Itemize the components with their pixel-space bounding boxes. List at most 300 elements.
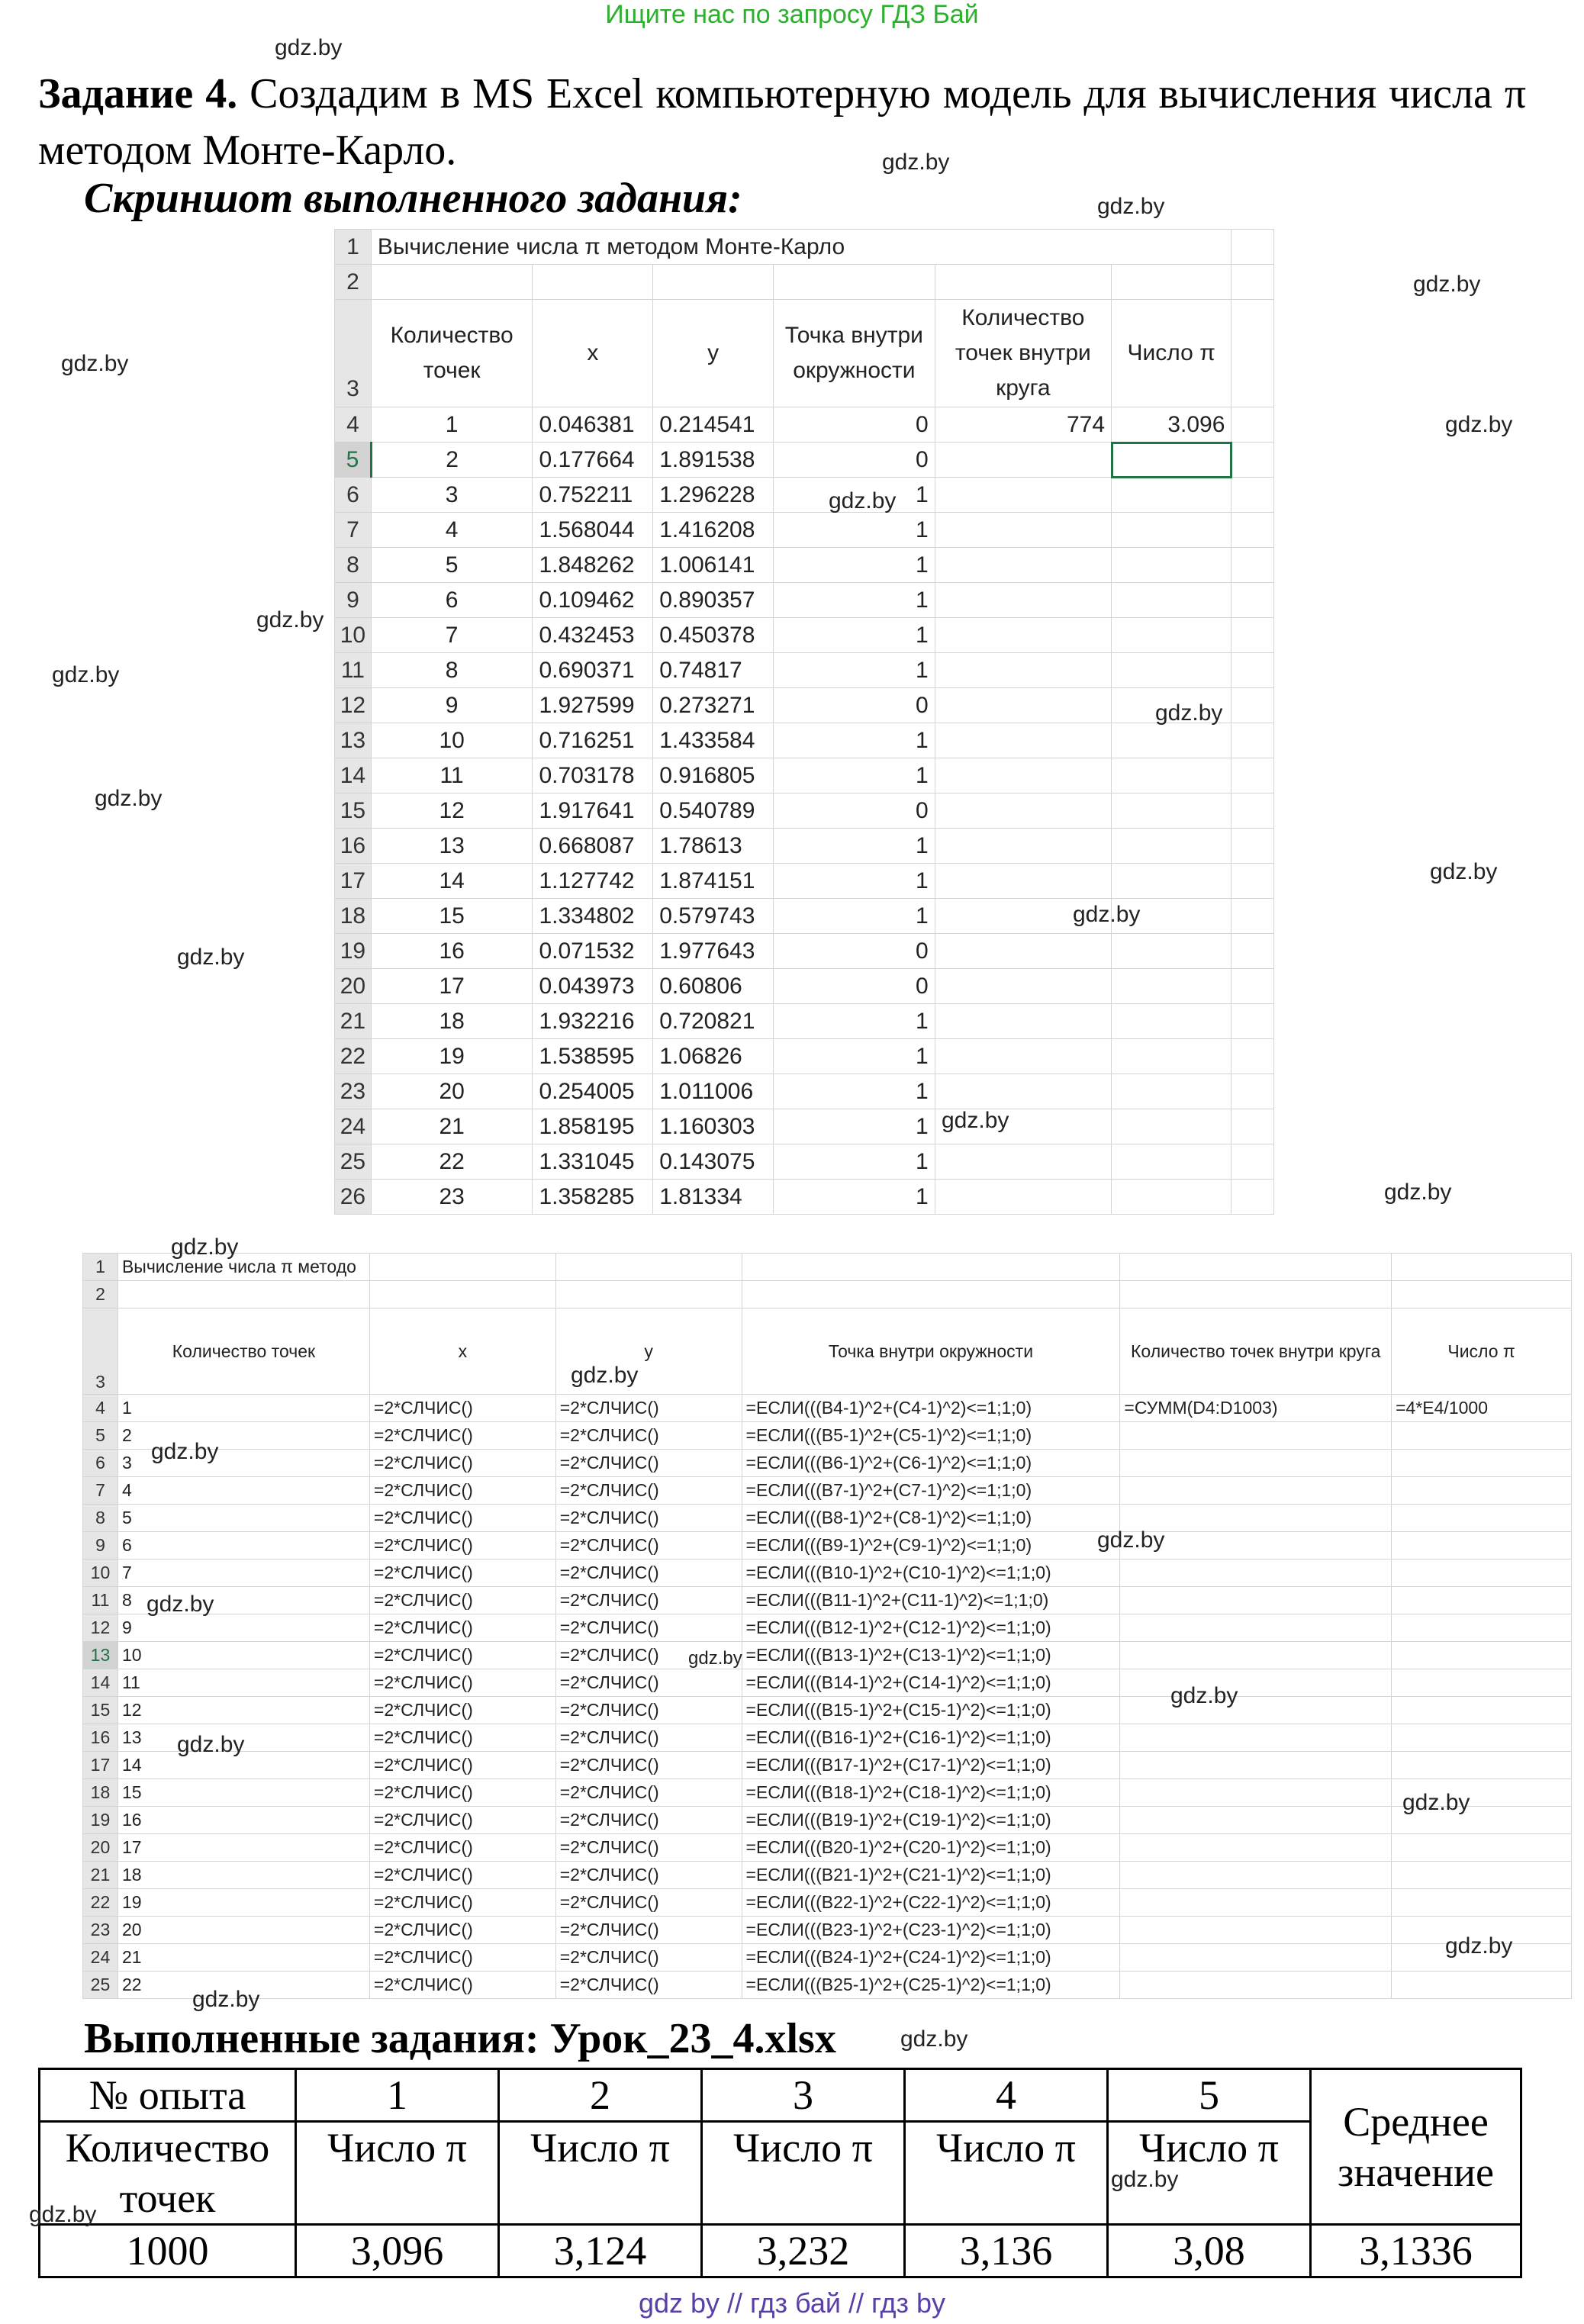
row-header[interactable]: 22 (83, 1889, 118, 1917)
cell[interactable] (742, 1254, 1120, 1281)
cell-y[interactable]: 1.011006 (653, 1074, 774, 1109)
column-header-cell[interactable]: Точка внутри окружности (742, 1308, 1120, 1395)
cell-inside-formula[interactable]: =ЕСЛИ(((B21-1)^2+(C21-1)^2)<=1;1;0) (742, 1862, 1120, 1889)
row-header[interactable]: 2 (83, 1281, 118, 1308)
row-header[interactable]: 25 (83, 1972, 118, 1999)
cell[interactable] (935, 758, 1111, 793)
cell-y[interactable]: 1.874151 (653, 864, 774, 899)
cell-x[interactable]: 0.071532 (533, 934, 653, 969)
cell-y-formula[interactable]: =2*СЛЧИС() (555, 1642, 742, 1669)
cell[interactable] (935, 513, 1111, 548)
cell-x-formula[interactable]: =2*СЛЧИС() (369, 1422, 555, 1450)
cell-x[interactable]: 0.043973 (533, 969, 653, 1004)
cell-y[interactable]: 0.74817 (653, 653, 774, 688)
row-header[interactable]: 24 (83, 1944, 118, 1972)
row-header[interactable]: 10 (83, 1560, 118, 1587)
row-header[interactable]: 15 (335, 793, 372, 829)
cell[interactable] (1231, 969, 1274, 1004)
cell[interactable] (1231, 443, 1274, 478)
cell-x-formula[interactable]: =2*СЛЧИС() (369, 1450, 555, 1477)
cell[interactable] (1120, 1450, 1392, 1477)
column-header-cell[interactable]: y (555, 1308, 742, 1395)
cell[interactable] (935, 688, 1111, 723)
cell[interactable] (1392, 1862, 1572, 1889)
cell-inside-formula[interactable]: =ЕСЛИ(((B18-1)^2+(C18-1)^2)<=1;1;0) (742, 1779, 1120, 1807)
cell[interactable] (1392, 1477, 1572, 1505)
cell-y-formula[interactable]: =2*СЛЧИС() (555, 1697, 742, 1724)
cell[interactable] (1392, 1697, 1572, 1724)
cell-x-formula[interactable]: =2*СЛЧИС() (369, 1614, 555, 1642)
cell-y-formula[interactable]: =2*СЛЧИС() (555, 1395, 742, 1422)
cell[interactable] (1231, 1039, 1274, 1074)
cell[interactable] (1120, 1560, 1392, 1587)
cell-x-formula[interactable]: =2*СЛЧИС() (369, 1862, 555, 1889)
cell-point-number[interactable]: 1 (118, 1395, 369, 1422)
cell-x[interactable]: 0.716251 (533, 723, 653, 758)
cell[interactable] (935, 265, 1111, 300)
cell[interactable] (1392, 1752, 1572, 1779)
cell-point-number[interactable]: 9 (118, 1614, 369, 1642)
cell[interactable] (1112, 513, 1231, 548)
cell-point-number[interactable]: 14 (118, 1752, 369, 1779)
cell[interactable] (1112, 829, 1231, 864)
row-header[interactable]: 5 (335, 443, 372, 478)
cell-x-formula[interactable]: =2*СЛЧИС() (369, 1807, 555, 1834)
cell[interactable] (1231, 548, 1274, 583)
cell-point-number[interactable]: 19 (371, 1039, 533, 1074)
cell[interactable] (1120, 1477, 1392, 1505)
row-header[interactable]: 20 (83, 1834, 118, 1862)
cell-inside[interactable]: 1 (774, 1039, 935, 1074)
cell-point-number[interactable]: 13 (118, 1724, 369, 1752)
cell-y[interactable]: 1.81334 (653, 1180, 774, 1215)
cell[interactable] (774, 265, 935, 300)
cell[interactable] (1392, 1724, 1572, 1752)
cell-x[interactable]: 1.358285 (533, 1180, 653, 1215)
cell-x-formula[interactable]: =2*СЛЧИС() (369, 1752, 555, 1779)
cell[interactable] (742, 1281, 1120, 1308)
cell-point-number[interactable]: 8 (118, 1587, 369, 1614)
cell-x-formula[interactable]: =2*СЛЧИС() (369, 1697, 555, 1724)
cell-x[interactable]: 0.046381 (533, 407, 653, 443)
cell-y[interactable]: 1.06826 (653, 1039, 774, 1074)
cell-y[interactable]: 1.006141 (653, 548, 774, 583)
cell-sum-formula[interactable]: =СУММ(D4:D1003) (1120, 1395, 1392, 1422)
top-banner[interactable]: Ищите нас по запросу ГДЗ Бай (605, 0, 979, 29)
cell[interactable] (1120, 1862, 1392, 1889)
cell[interactable] (1120, 1779, 1392, 1807)
cell[interactable] (935, 583, 1111, 618)
cell-inside-formula[interactable]: =ЕСЛИ(((B11-1)^2+(C11-1)^2)<=1;1;0) (742, 1587, 1120, 1614)
cell[interactable] (935, 969, 1111, 1004)
cell[interactable] (1120, 1254, 1392, 1281)
cell[interactable] (1120, 1834, 1392, 1862)
cell-y[interactable]: 1.296228 (653, 478, 774, 513)
cell-x[interactable]: 1.848262 (533, 548, 653, 583)
cell-point-number[interactable]: 7 (118, 1560, 369, 1587)
cell-y[interactable]: 0.214541 (653, 407, 774, 443)
column-header-cell[interactable]: Число π (1392, 1308, 1572, 1395)
cell[interactable] (1231, 864, 1274, 899)
cell-x-formula[interactable]: =2*СЛЧИС() (369, 1889, 555, 1917)
cell-inside[interactable]: 1 (774, 1074, 935, 1109)
cell-inside[interactable]: 0 (774, 407, 935, 443)
row-header[interactable]: 6 (83, 1450, 118, 1477)
cell[interactable] (1231, 1074, 1274, 1109)
cell[interactable] (935, 1004, 1111, 1039)
cell[interactable] (1112, 653, 1231, 688)
cell[interactable] (1231, 1144, 1274, 1180)
cell-point-number[interactable]: 4 (371, 513, 533, 548)
cell[interactable] (1231, 265, 1274, 300)
row-header[interactable]: 14 (335, 758, 372, 793)
row-header[interactable]: 21 (335, 1004, 372, 1039)
cell[interactable] (1392, 1450, 1572, 1477)
row-header[interactable]: 22 (335, 1039, 372, 1074)
cell[interactable] (1120, 1944, 1392, 1972)
cell-x-formula[interactable]: =2*СЛЧИС() (369, 1587, 555, 1614)
cell-y-formula[interactable]: =2*СЛЧИС() (555, 1724, 742, 1752)
cell-x[interactable]: 1.858195 (533, 1109, 653, 1144)
cell-point-number[interactable]: 13 (371, 829, 533, 864)
cell[interactable] (369, 1281, 555, 1308)
cell-inside-formula[interactable]: =ЕСЛИ(((B4-1)^2+(C4-1)^2)<=1;1;0) (742, 1395, 1120, 1422)
row-header[interactable]: 14 (83, 1669, 118, 1697)
cell-x-formula[interactable]: =2*СЛЧИС() (369, 1917, 555, 1944)
cell[interactable] (1392, 1254, 1572, 1281)
cell-point-number[interactable]: 15 (118, 1779, 369, 1807)
cell-y-formula[interactable]: =2*СЛЧИС() (555, 1614, 742, 1642)
cell[interactable] (935, 618, 1111, 653)
cell-x[interactable]: 1.334802 (533, 899, 653, 934)
cell[interactable] (1112, 934, 1231, 969)
cell[interactable] (1112, 1109, 1231, 1144)
cell-y[interactable]: 1.977643 (653, 934, 774, 969)
cell-point-number[interactable]: 6 (371, 583, 533, 618)
row-header[interactable]: 20 (335, 969, 372, 1004)
row-header[interactable]: 26 (335, 1180, 372, 1215)
cell-inside[interactable]: 1 (774, 618, 935, 653)
cell-point-number[interactable]: 18 (118, 1862, 369, 1889)
cell-y-formula[interactable]: =2*СЛЧИС() (555, 1422, 742, 1450)
cell-y-formula[interactable]: =2*СЛЧИС() (555, 1944, 742, 1972)
cell-y[interactable]: 0.143075 (653, 1144, 774, 1180)
row-header[interactable]: 18 (83, 1779, 118, 1807)
cell-inside[interactable]: 1 (774, 864, 935, 899)
cell-inside[interactable]: 1 (774, 513, 935, 548)
cell[interactable] (1120, 1972, 1392, 1999)
cell[interactable] (1112, 1144, 1231, 1180)
cell-pi-value[interactable]: 3.096 (1112, 407, 1231, 443)
cell[interactable] (1112, 548, 1231, 583)
cell-y[interactable]: 1.416208 (653, 513, 774, 548)
cell[interactable] (1231, 899, 1274, 934)
cell[interactable] (1392, 1972, 1572, 1999)
cell[interactable] (935, 1074, 1111, 1109)
cell-y-formula[interactable]: =2*СЛЧИС() (555, 1862, 742, 1889)
cell[interactable] (1231, 829, 1274, 864)
row-header[interactable]: 4 (335, 407, 372, 443)
cell[interactable] (371, 265, 533, 300)
row-header[interactable]: 17 (83, 1752, 118, 1779)
column-header-cell[interactable]: Точка внутри окружности (774, 300, 935, 407)
cell-x-formula[interactable]: =2*СЛЧИС() (369, 1944, 555, 1972)
cell[interactable] (935, 443, 1111, 478)
cell[interactable] (1112, 969, 1231, 1004)
cell[interactable] (1120, 1587, 1392, 1614)
cell-y[interactable]: 1.78613 (653, 829, 774, 864)
cell[interactable] (1112, 793, 1231, 829)
cell-inside-formula[interactable]: =ЕСЛИ(((B14-1)^2+(C14-1)^2)<=1;1;0) (742, 1669, 1120, 1697)
cell[interactable] (935, 1144, 1111, 1180)
cell[interactable] (935, 653, 1111, 688)
row-header[interactable]: 13 (83, 1642, 118, 1669)
cell-point-number[interactable]: 10 (371, 723, 533, 758)
cell-x-formula[interactable]: =2*СЛЧИС() (369, 1532, 555, 1560)
cell-x[interactable]: 1.331045 (533, 1144, 653, 1180)
row-header[interactable]: 8 (335, 548, 372, 583)
cell[interactable] (369, 1254, 555, 1281)
cell-y[interactable]: 0.916805 (653, 758, 774, 793)
cell-y[interactable]: 0.60806 (653, 969, 774, 1004)
cell-y-formula[interactable]: =2*СЛЧИС() (555, 1669, 742, 1697)
cell-x[interactable]: 0.752211 (533, 478, 653, 513)
cell-x[interactable]: 1.917641 (533, 793, 653, 829)
cell[interactable] (1392, 1532, 1572, 1560)
cell-point-number[interactable]: 20 (118, 1917, 369, 1944)
cell[interactable] (1231, 723, 1274, 758)
cell-y[interactable]: 1.433584 (653, 723, 774, 758)
cell[interactable] (1231, 934, 1274, 969)
column-header-cell[interactable]: Количество точек (371, 300, 533, 407)
cell[interactable] (935, 934, 1111, 969)
cell[interactable] (1392, 1560, 1572, 1587)
cell[interactable] (1112, 864, 1231, 899)
cell-y-formula[interactable]: =2*СЛЧИС() (555, 1972, 742, 1999)
cell-y[interactable]: 0.720821 (653, 1004, 774, 1039)
cell-x-formula[interactable]: =2*СЛЧИС() (369, 1669, 555, 1697)
cell-point-number[interactable]: 2 (371, 443, 533, 478)
cell[interactable] (1120, 1807, 1392, 1834)
cell-point-number[interactable]: 12 (118, 1697, 369, 1724)
row-header[interactable]: 19 (335, 934, 372, 969)
row-header[interactable]: 1 (83, 1254, 118, 1281)
cell-point-number[interactable]: 3 (118, 1450, 369, 1477)
cell-x[interactable]: 0.703178 (533, 758, 653, 793)
cell-y-formula[interactable]: =2*СЛЧИС() (555, 1752, 742, 1779)
cell[interactable] (1392, 1422, 1572, 1450)
cell[interactable] (1231, 230, 1274, 265)
cell[interactable] (1112, 265, 1231, 300)
cell-point-number[interactable]: 20 (371, 1074, 533, 1109)
cell[interactable] (935, 793, 1111, 829)
cell[interactable] (1112, 1180, 1231, 1215)
row-header[interactable]: 21 (83, 1862, 118, 1889)
cell[interactable] (1120, 1281, 1392, 1308)
cell-inside-formula[interactable]: =ЕСЛИ(((B8-1)^2+(C8-1)^2)<=1;1;0) (742, 1505, 1120, 1532)
column-header-cell[interactable]: y (653, 300, 774, 407)
cell-inside[interactable]: 1 (774, 1004, 935, 1039)
cell-inside[interactable]: 1 (774, 653, 935, 688)
bottom-banner[interactable]: gdz by // гдз бай // гдз by (638, 2287, 946, 2319)
row-header[interactable]: 23 (83, 1917, 118, 1944)
cell[interactable] (1231, 793, 1274, 829)
cell-point-number[interactable]: 1 (371, 407, 533, 443)
cell[interactable] (1112, 758, 1231, 793)
column-header-cell[interactable]: Количество точек внутри круга (1120, 1308, 1392, 1395)
cell-y-formula[interactable]: =2*СЛЧИС() (555, 1505, 742, 1532)
cell-y[interactable]: 0.890357 (653, 583, 774, 618)
cell-x[interactable]: 1.932216 (533, 1004, 653, 1039)
cell-inside[interactable]: 1 (774, 478, 935, 513)
row-header[interactable]: 5 (83, 1422, 118, 1450)
cell-x-formula[interactable]: =2*СЛЧИС() (369, 1395, 555, 1422)
cell[interactable] (1392, 1642, 1572, 1669)
cell-inside-formula[interactable]: =ЕСЛИ(((B5-1)^2+(C5-1)^2)<=1;1;0) (742, 1422, 1120, 1450)
column-header-cell[interactable]: Количество точек внутри круга (935, 300, 1111, 407)
cell-x-formula[interactable]: =2*СЛЧИС() (369, 1779, 555, 1807)
cell-y-formula[interactable]: =2*СЛЧИС() (555, 1477, 742, 1505)
cell-inside[interactable]: 1 (774, 583, 935, 618)
cell-inside-formula[interactable]: =ЕСЛИ(((B12-1)^2+(C12-1)^2)<=1;1;0) (742, 1614, 1120, 1642)
row-header[interactable]: 15 (83, 1697, 118, 1724)
cell-point-number[interactable]: 11 (118, 1669, 369, 1697)
row-header[interactable]: 16 (83, 1724, 118, 1752)
cell[interactable] (1231, 1109, 1274, 1144)
column-header-cell[interactable]: x (533, 300, 653, 407)
cell-x[interactable]: 0.254005 (533, 1074, 653, 1109)
cell-point-number[interactable]: 14 (371, 864, 533, 899)
cell-point-number[interactable]: 18 (371, 1004, 533, 1039)
cell[interactable] (1231, 407, 1274, 443)
cell-y[interactable]: 0.273271 (653, 688, 774, 723)
cell-inside[interactable]: 1 (774, 548, 935, 583)
cell-inside[interactable]: 1 (774, 1109, 935, 1144)
cell-y-formula[interactable]: =2*СЛЧИС() (555, 1450, 742, 1477)
cell-inside-formula[interactable]: =ЕСЛИ(((B25-1)^2+(C25-1)^2)<=1;1;0) (742, 1972, 1120, 1999)
cell-y-formula[interactable]: =2*СЛЧИС() (555, 1917, 742, 1944)
cell-point-number[interactable]: 16 (118, 1807, 369, 1834)
cell[interactable] (1392, 1587, 1572, 1614)
cell[interactable] (1120, 1889, 1392, 1917)
cell[interactable] (1120, 1669, 1392, 1697)
column-header-cell[interactable]: x (369, 1308, 555, 1395)
cell[interactable] (1120, 1917, 1392, 1944)
cell-point-number[interactable]: 8 (371, 653, 533, 688)
cell-inside-formula[interactable]: =ЕСЛИ(((B19-1)^2+(C19-1)^2)<=1;1;0) (742, 1807, 1120, 1834)
cell-inside-formula[interactable]: =ЕСЛИ(((B15-1)^2+(C15-1)^2)<=1;1;0) (742, 1697, 1120, 1724)
row-header[interactable]: 12 (83, 1614, 118, 1642)
cell-x[interactable]: 1.127742 (533, 864, 653, 899)
active-cell[interactable] (1112, 443, 1231, 478)
cell-point-number[interactable]: 15 (371, 899, 533, 934)
cell-x[interactable]: 0.668087 (533, 829, 653, 864)
cell-inside-formula[interactable]: =ЕСЛИ(((B16-1)^2+(C16-1)^2)<=1;1;0) (742, 1724, 1120, 1752)
cell-x-formula[interactable]: =2*СЛЧИС() (369, 1972, 555, 1999)
cell[interactable] (1112, 1039, 1231, 1074)
cell-x[interactable]: 1.568044 (533, 513, 653, 548)
cell[interactable] (1112, 1074, 1231, 1109)
cell-x[interactable]: 1.927599 (533, 688, 653, 723)
cell[interactable] (1392, 1281, 1572, 1308)
cell-point-number[interactable]: 22 (371, 1144, 533, 1180)
cell-y-formula[interactable]: =2*СЛЧИС() (555, 1532, 742, 1560)
cell-y-formula[interactable]: =2*СЛЧИС() (555, 1587, 742, 1614)
cell-inside-formula[interactable]: =ЕСЛИ(((B24-1)^2+(C24-1)^2)<=1;1;0) (742, 1944, 1120, 1972)
cell-point-number[interactable]: 5 (118, 1505, 369, 1532)
cell-x[interactable]: 0.109462 (533, 583, 653, 618)
cell-inside[interactable]: 0 (774, 934, 935, 969)
row-header[interactable]: 24 (335, 1109, 372, 1144)
sheet-title[interactable]: Вычисление числа π методо (118, 1254, 369, 1281)
row-header[interactable]: 1 (335, 230, 372, 265)
cell-inside[interactable]: 1 (774, 899, 935, 934)
row-header[interactable]: 19 (83, 1807, 118, 1834)
cell-x[interactable]: 0.432453 (533, 618, 653, 653)
cell-inside-formula[interactable]: =ЕСЛИ(((B20-1)^2+(C20-1)^2)<=1;1;0) (742, 1834, 1120, 1862)
cell-inside-formula[interactable]: =ЕСЛИ(((B17-1)^2+(C17-1)^2)<=1;1;0) (742, 1752, 1120, 1779)
cell[interactable] (1112, 1004, 1231, 1039)
row-header[interactable]: 18 (335, 899, 372, 934)
cell[interactable] (1231, 478, 1274, 513)
cell-point-number[interactable]: 21 (371, 1109, 533, 1144)
cell-y[interactable]: 0.540789 (653, 793, 774, 829)
cell[interactable] (935, 829, 1111, 864)
cell-y-formula[interactable]: =2*СЛЧИС() (555, 1560, 742, 1587)
cell-y-formula[interactable]: =2*СЛЧИС() (555, 1779, 742, 1807)
cell[interactable] (1112, 478, 1231, 513)
cell[interactable] (1120, 1614, 1392, 1642)
cell[interactable] (1392, 1614, 1572, 1642)
cell-x-formula[interactable]: =2*СЛЧИС() (369, 1560, 555, 1587)
cell[interactable] (935, 1039, 1111, 1074)
cell-x[interactable]: 1.538595 (533, 1039, 653, 1074)
cell-point-number[interactable]: 3 (371, 478, 533, 513)
cell-inside[interactable]: 0 (774, 443, 935, 478)
cell[interactable] (1231, 300, 1274, 407)
cell-point-number[interactable]: 21 (118, 1944, 369, 1972)
row-header[interactable]: 2 (335, 265, 372, 300)
cell[interactable] (555, 1281, 742, 1308)
cell[interactable] (1120, 1752, 1392, 1779)
cell[interactable] (1231, 653, 1274, 688)
cell-y[interactable]: 1.160303 (653, 1109, 774, 1144)
cell-y[interactable]: 0.450378 (653, 618, 774, 653)
cell[interactable] (1231, 513, 1274, 548)
cell-inside[interactable]: 1 (774, 758, 935, 793)
cell-y-formula[interactable]: =2*СЛЧИС() (555, 1889, 742, 1917)
row-header[interactable]: 9 (335, 583, 372, 618)
cell[interactable] (555, 1254, 742, 1281)
cell[interactable] (935, 478, 1111, 513)
cell[interactable] (935, 548, 1111, 583)
row-header[interactable]: 7 (83, 1477, 118, 1505)
cell[interactable] (1112, 618, 1231, 653)
cell-inside[interactable]: 1 (774, 1144, 935, 1180)
row-header[interactable]: 16 (335, 829, 372, 864)
cell[interactable] (653, 265, 774, 300)
cell[interactable] (1120, 1422, 1392, 1450)
cell-point-number[interactable]: 22 (118, 1972, 369, 1999)
row-header[interactable]: 3 (335, 300, 372, 407)
cell[interactable] (1231, 758, 1274, 793)
cell-x[interactable]: 0.177664 (533, 443, 653, 478)
cell[interactable] (1120, 1642, 1392, 1669)
cell-point-number[interactable]: 17 (118, 1834, 369, 1862)
row-header[interactable]: 11 (335, 653, 372, 688)
cell-inside[interactable]: 1 (774, 723, 935, 758)
cell-inside-formula[interactable]: =ЕСЛИ(((B22-1)^2+(C22-1)^2)<=1;1;0) (742, 1889, 1120, 1917)
